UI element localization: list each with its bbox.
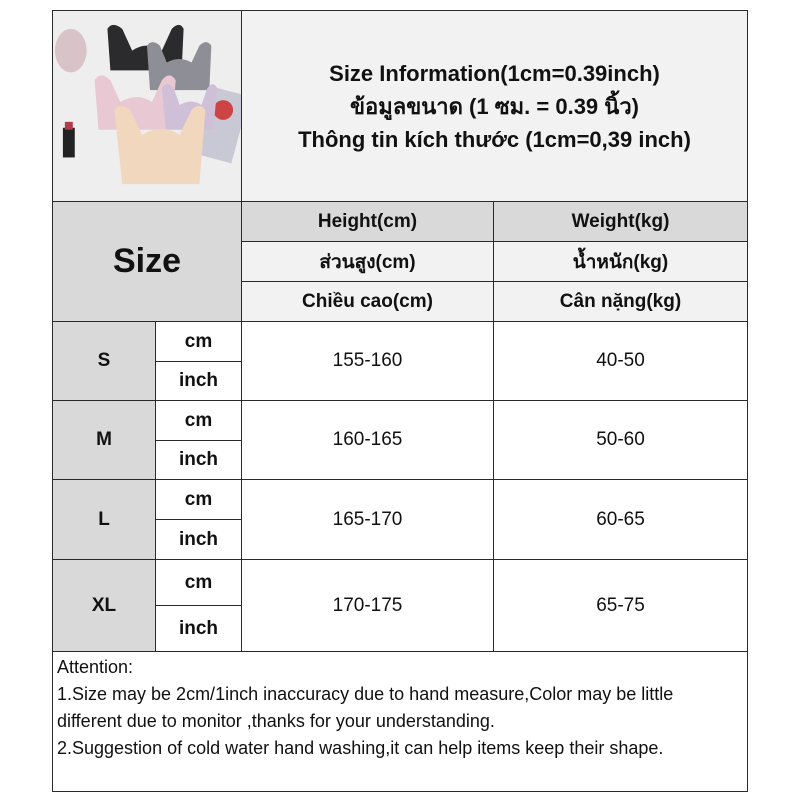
info-line-english: Size Information(1cm=0.39inch) xyxy=(329,60,660,86)
height-header-vi: Chiều cao(cm) xyxy=(241,281,494,322)
size-label-xl: XL xyxy=(52,559,156,652)
info-line-vietnamese: Thông tin kích thước (1cm=0,39 inch) xyxy=(298,126,691,152)
size-chart xyxy=(52,10,748,792)
height-value: 165-170 xyxy=(241,479,494,560)
height-value: 155-160 xyxy=(241,321,494,401)
unit-cm: cm xyxy=(155,479,242,520)
attention-line-2: 2.Suggestion of cold water hand washing,it can help items keep their shape. xyxy=(57,738,664,758)
height-value: 170-175 xyxy=(241,559,494,652)
attention-line-1: 1.Size may be 2cm/1inch inaccuracy due to hand measure,Color may be little different due to monitor ,thanks for your understanding. xyxy=(57,684,674,731)
weight-value: 50-60 xyxy=(493,400,748,480)
weight-header-vi: Cân nặng(kg) xyxy=(493,281,748,322)
unit-inch: inch xyxy=(155,605,242,652)
unit-inch: inch xyxy=(155,519,242,560)
attention-note xyxy=(52,651,748,792)
size-label-s: S xyxy=(52,321,156,401)
unit-cm: cm xyxy=(155,559,242,606)
product-photo-icon xyxy=(53,11,241,201)
unit-inch: inch xyxy=(155,361,242,401)
height-header-th: ส่วนสูง(cm) xyxy=(241,241,494,282)
unit-inch: inch xyxy=(155,440,242,480)
unit-cm: cm xyxy=(155,321,242,362)
size-column-title: Size xyxy=(52,201,242,322)
product-photo xyxy=(52,10,242,202)
unit-cm: cm xyxy=(155,400,242,441)
size-label-l: L xyxy=(52,479,156,560)
height-header-en: Height(cm) xyxy=(241,201,494,242)
info-line-thai: ข้อมูลขนาด (1 ซม. = 0.39 นิ้ว) xyxy=(349,93,639,119)
height-value: 160-165 xyxy=(241,400,494,480)
size-information-header xyxy=(241,10,748,202)
weight-value: 60-65 xyxy=(493,479,748,560)
weight-value: 40-50 xyxy=(493,321,748,401)
attention-title: Attention: xyxy=(57,657,134,677)
weight-header-th: น้ำหนัก(kg) xyxy=(493,241,748,282)
weight-header-en: Weight(kg) xyxy=(493,201,748,242)
weight-value: 65-75 xyxy=(493,559,748,652)
size-label-m: M xyxy=(52,400,156,480)
